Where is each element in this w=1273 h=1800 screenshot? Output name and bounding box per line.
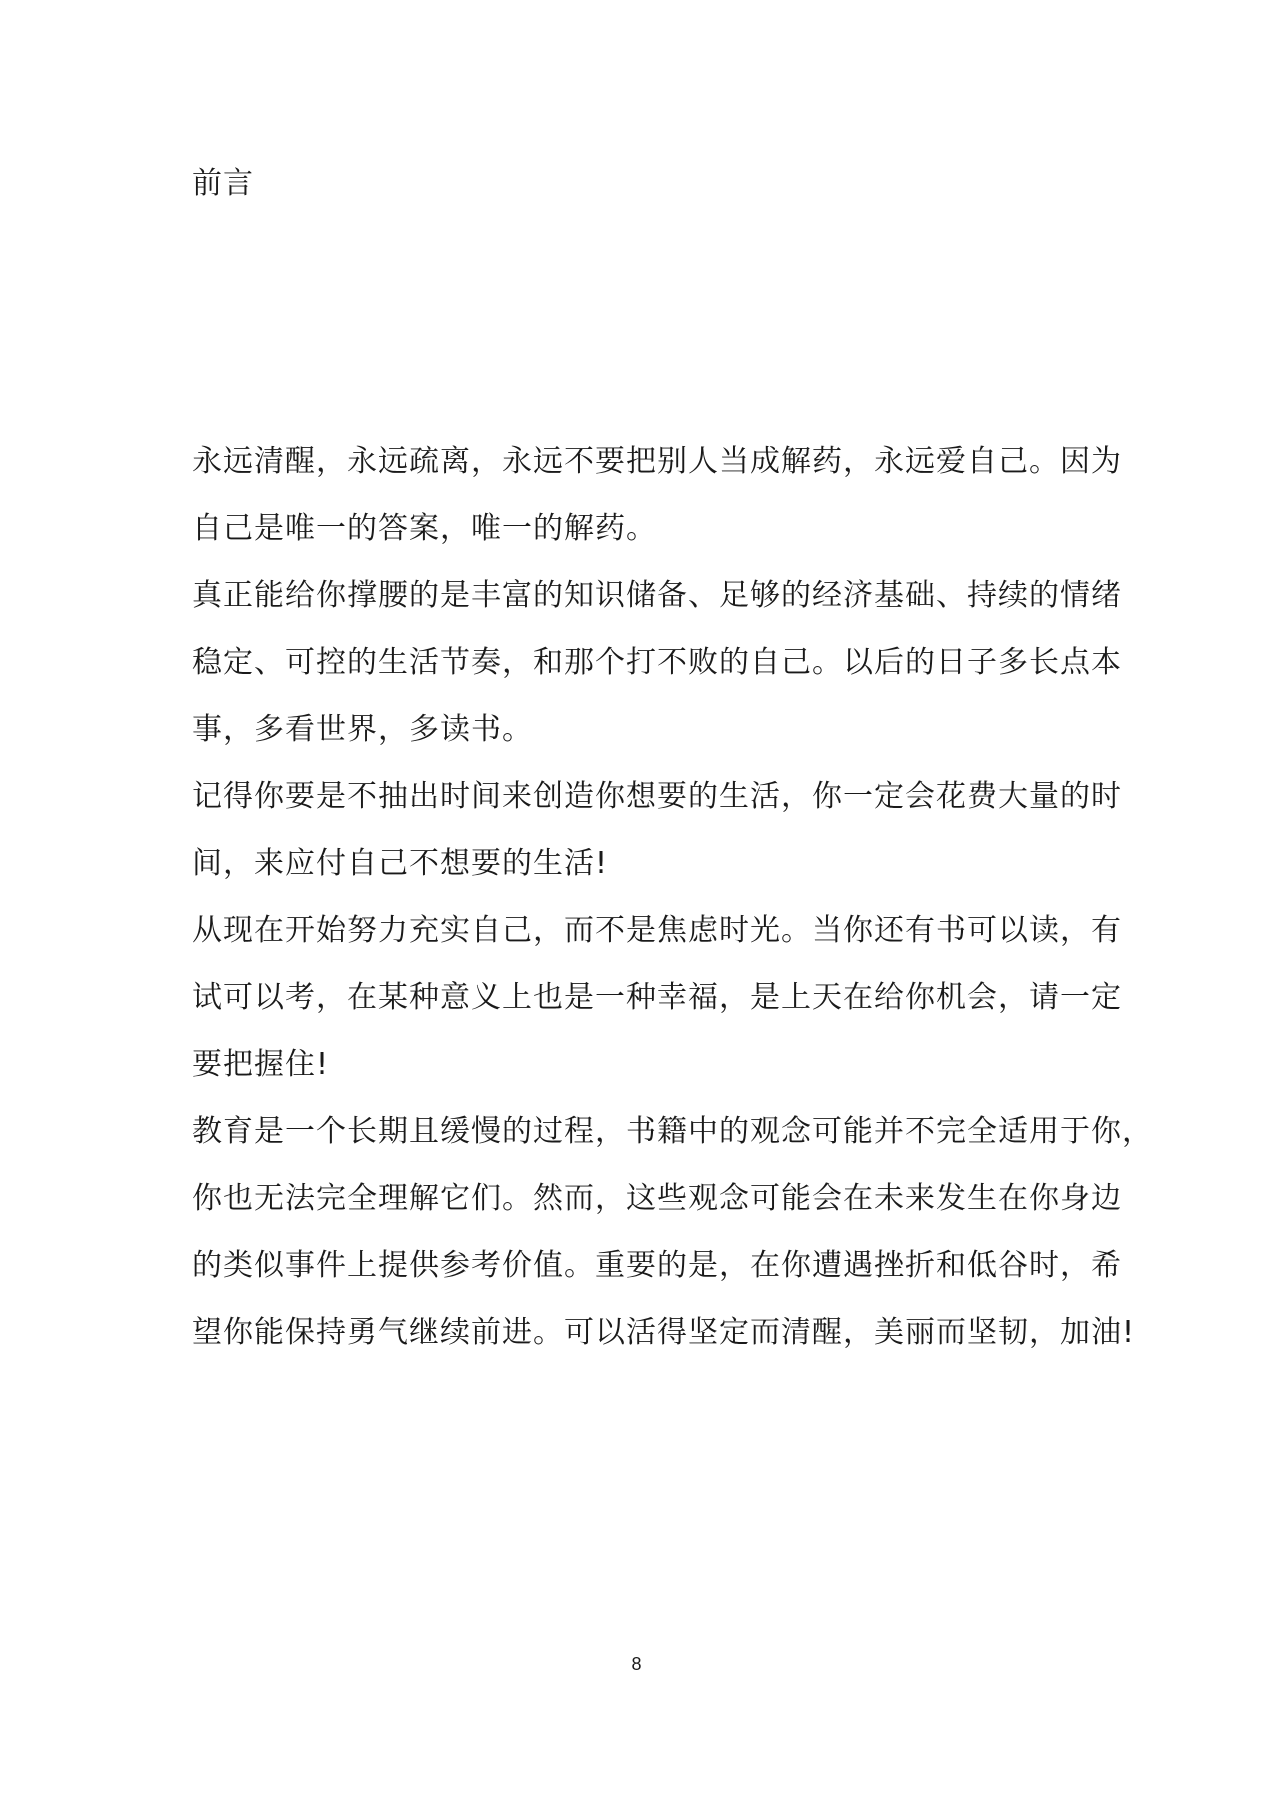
text-line: 的类似事件上提供参考价值。重要的是，在你遭遇挫折和低谷时，希 xyxy=(192,1248,1122,1283)
body-text xyxy=(192,428,1153,1366)
text-line: 自己是唯一的答案，唯一的解药。 xyxy=(192,511,657,546)
text-line: 从现在开始努力充实自己，而不是焦虑时光。当你还有书可以读，有 xyxy=(192,913,1122,948)
section-heading: 前言 xyxy=(192,166,254,201)
text-line: 望你能保持勇气继续前进。可以活得坚定而清醒，美丽而坚韧，加油! xyxy=(192,1315,1136,1350)
text-line: 你也无法完全理解它们。然而，这些观念可能会在未来发生在你身边 xyxy=(192,1181,1122,1216)
page-number: 8 xyxy=(631,1654,642,1674)
text-line: 稳定、可控的生活节奏，和那个打不败的自己。以后的日子多长点本 xyxy=(192,645,1122,680)
text-line: 教育是一个长期且缓慢的过程，书籍中的观念可能并不完全适用于你， xyxy=(192,1114,1153,1149)
text-line: 间，来应付自己不想要的生活! xyxy=(192,846,609,881)
text-line: 要把握住! xyxy=(192,1047,330,1082)
text-line: 真正能给你撑腰的是丰富的知识储备、足够的经济基础、持续的情绪 xyxy=(192,578,1122,613)
text-line: 永远清醒，永远疏离，永远不要把别人当成解药，永远爱自己。因为 xyxy=(192,444,1122,479)
text-line: 事，多看世界，多读书。 xyxy=(192,712,533,747)
text-line: 记得你要是不抽出时间来创造你想要的生活，你一定会花费大量的时 xyxy=(192,779,1122,814)
text-line: 试可以考，在某种意义上也是一种幸福，是上天在给你机会，请一定 xyxy=(192,980,1122,1015)
